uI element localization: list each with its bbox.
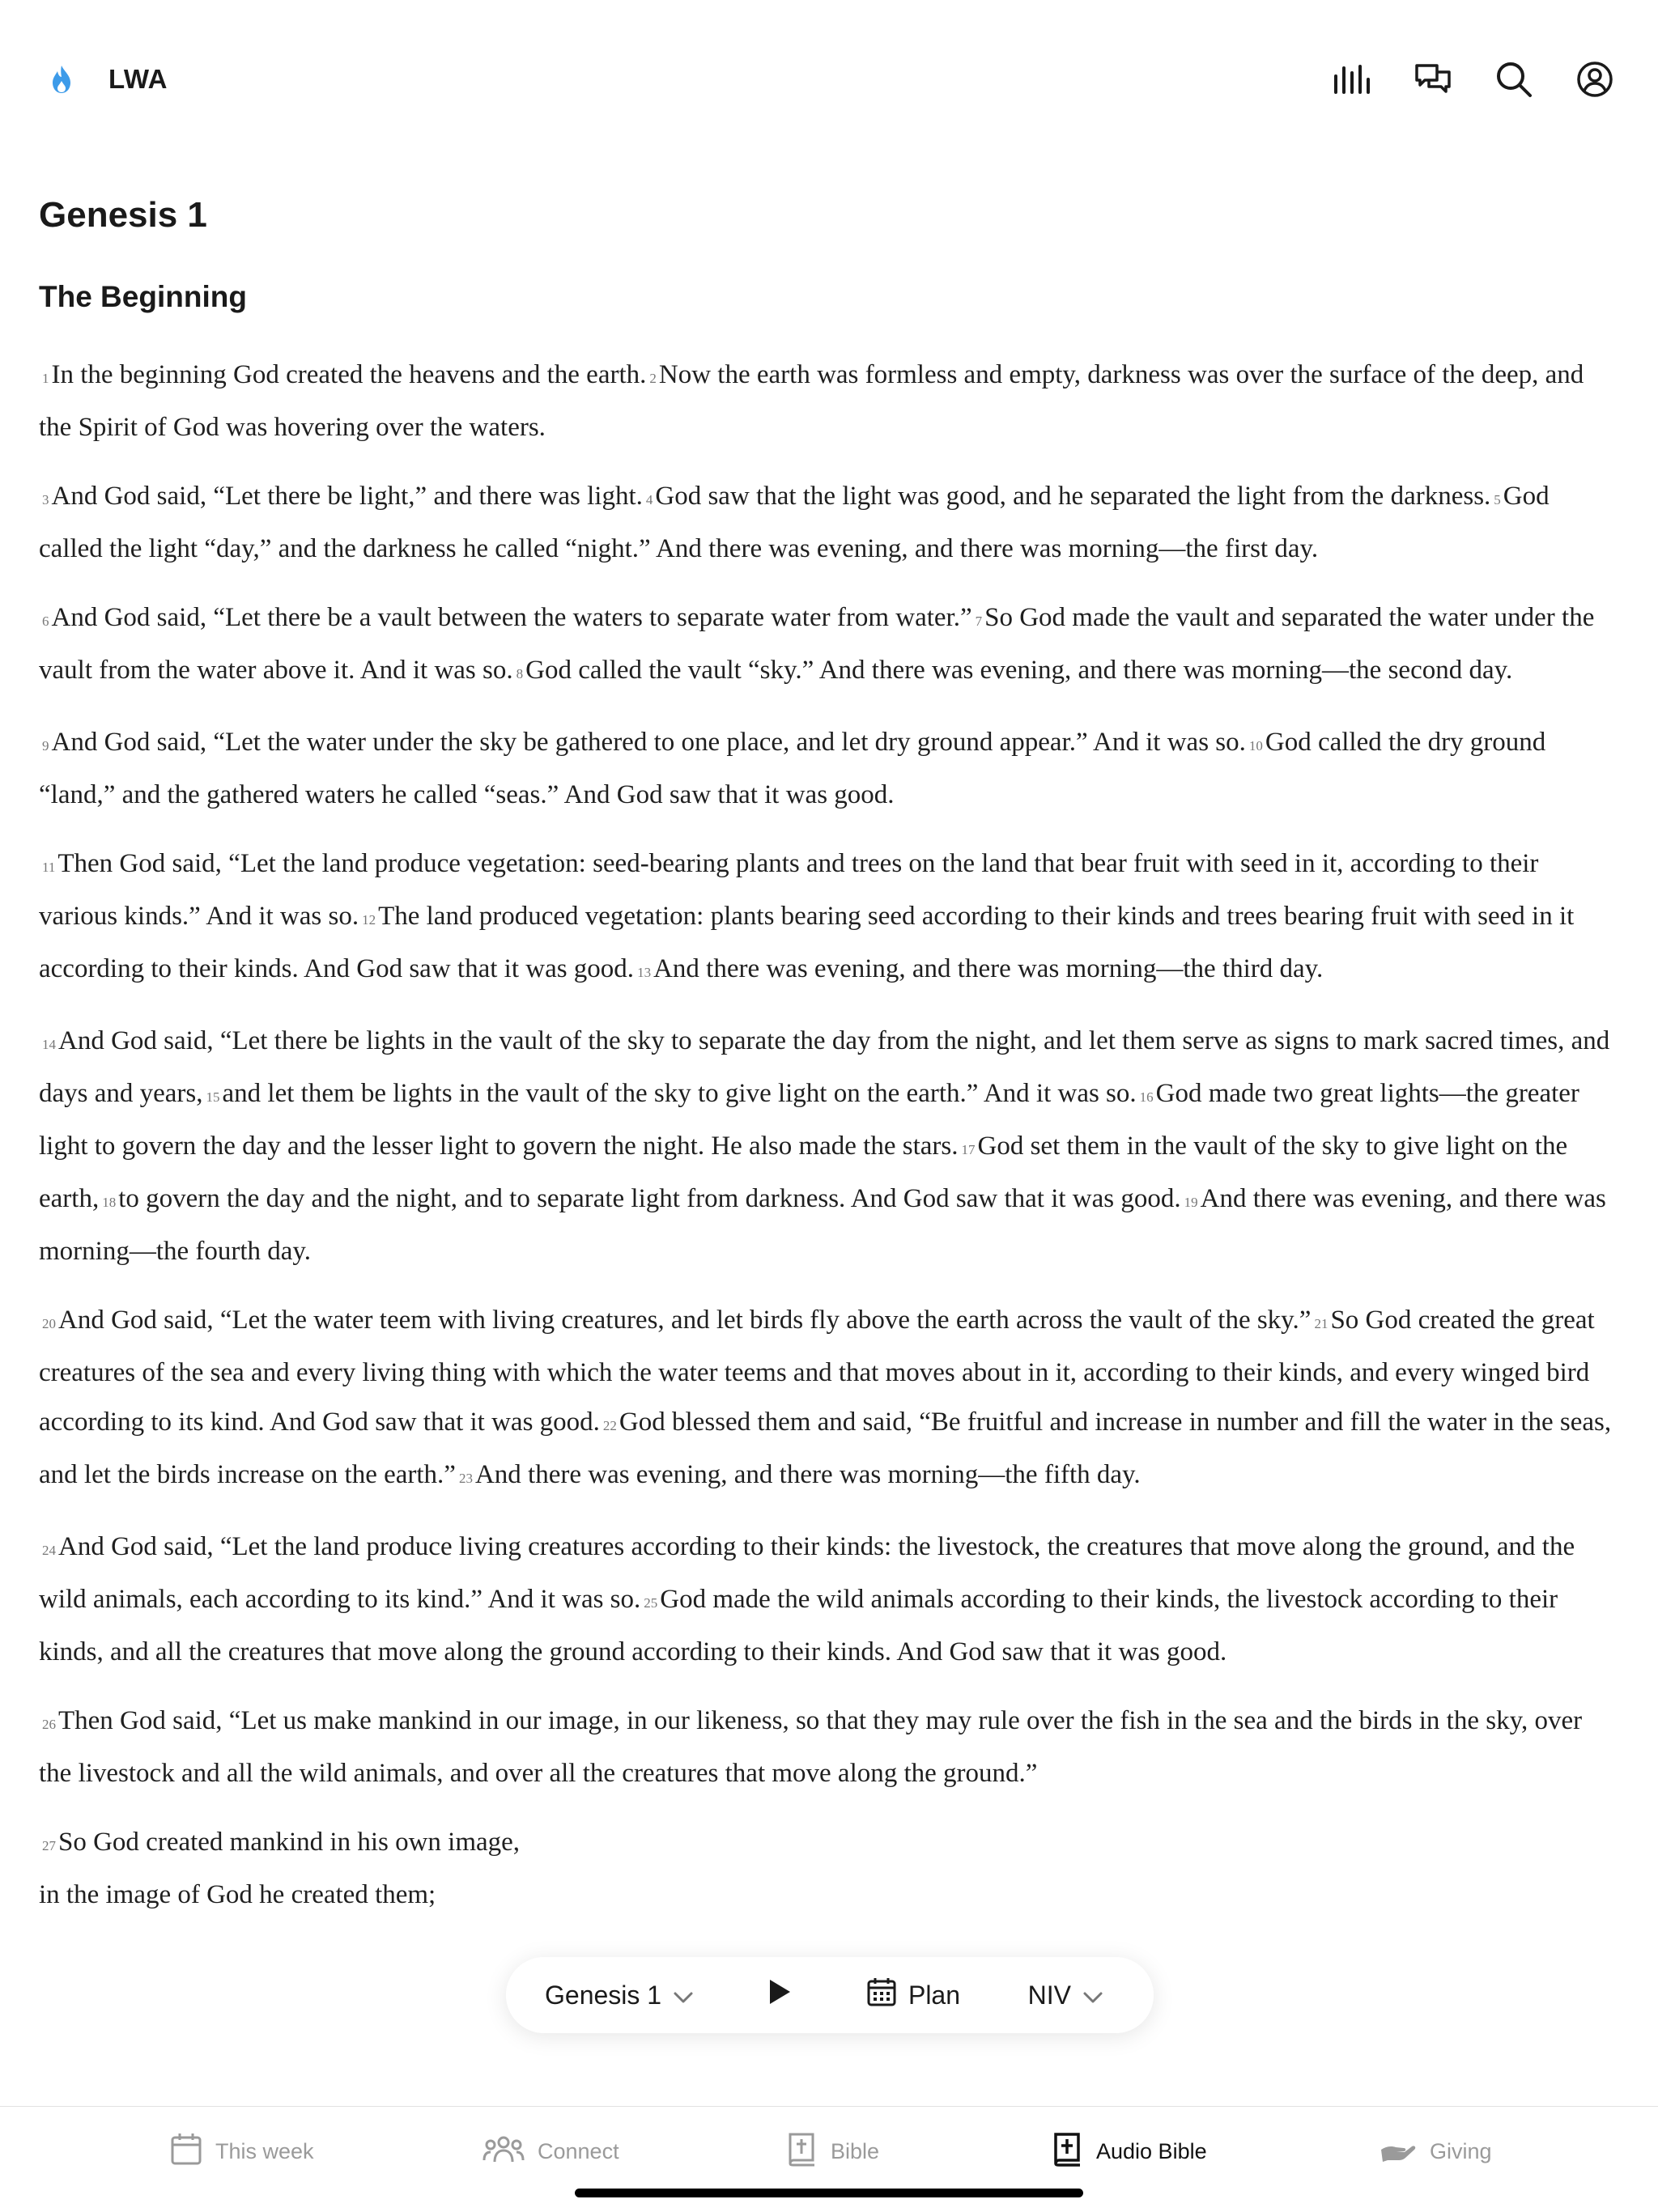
brand-name: LWA	[108, 64, 168, 94]
verse-number[interactable]: 24	[42, 1543, 56, 1559]
verse-text[interactable]: Then God said, “Let us make mankind in our image, in our likeness, so that they may rule over the fish in the sea and the birds in the sky, over the livestock and all the wild animals, and over all the creatures that move along the ground.”	[39, 1706, 1583, 1789]
verse-number[interactable]: 22	[602, 1418, 617, 1434]
verse-text[interactable]: God called the dry ground “land,” and the gathered waters he called “seas.” And God saw that it was good.	[39, 728, 1546, 810]
verse-text[interactable]: And God said, “Let the water teem with living creatures, and let birds fly above the earth across the vault of the sky.”	[58, 1306, 1312, 1335]
nav-item-connect[interactable]	[483, 2129, 619, 2173]
verse-text[interactable]: The land produced vegetation: plants bearing seed according to their kinds and trees bearing fruit with seed in it according to their kinds. And God saw that it was good.	[39, 902, 1575, 984]
verse-number[interactable]: 26	[42, 1717, 56, 1733]
book-chapter-selector[interactable]	[545, 1981, 731, 2010]
calendar-icon	[866, 1976, 897, 2014]
nav-label: Bible	[831, 2138, 880, 2163]
verse-number[interactable]: 4	[645, 492, 653, 508]
verse-number[interactable]: 1	[42, 371, 49, 387]
audio-player-bar	[506, 1957, 1154, 2033]
nav-label: This week	[215, 2138, 314, 2163]
verse-text[interactable]: Then God said, “Let the land produce vegetation: seed-bearing plants and trees on the land that bear fruit with seed in it, according to their various kinds.” And it was so.	[39, 849, 1539, 932]
section-title: The Beginning	[39, 279, 247, 313]
nav-item-this-week[interactable]	[170, 2129, 314, 2173]
verse-number[interactable]: 7	[975, 614, 983, 630]
verse-number[interactable]: 6	[42, 614, 49, 630]
scripture-paragraph	[39, 350, 1619, 452]
brand[interactable]	[39, 57, 168, 102]
calendar-icon	[170, 2132, 202, 2172]
app-header	[0, 0, 1658, 159]
scripture-paragraph	[39, 472, 1619, 574]
verse-number[interactable]: 5	[1494, 492, 1501, 508]
search-icon[interactable]	[1490, 55, 1538, 104]
scripture-paragraph	[39, 1696, 1619, 1798]
verse-number[interactable]: 11	[42, 860, 56, 876]
verse-text[interactable]: And there was evening, and there was morning—the fifth day.	[474, 1460, 1141, 1490]
verse-number[interactable]: 21	[1314, 1316, 1329, 1332]
verse-number[interactable]: 23	[458, 1471, 473, 1487]
verse-text[interactable]: Now the earth was formless and empty, darkness was over the surface of the deep, and the Spirit of God was hovering over the waters.	[39, 360, 1584, 443]
people-icon	[483, 2133, 525, 2171]
verse-text[interactable]: And God said, “Let there be a vault between the waters to separate water from water.”	[51, 603, 972, 633]
bible-icon	[787, 2131, 818, 2172]
verse-text[interactable]: God called the light “day,” and the darkness he called “night.” And there was evening, and there was morning—the first day.	[39, 482, 1550, 564]
verse-number[interactable]: 2	[649, 371, 657, 387]
verse-text[interactable]: And God said, “Let there be light,” and there was light.	[51, 482, 643, 512]
verse-text[interactable]: God called the vault “sky.” And there was evening, and there was morning—the second day.	[525, 656, 1513, 686]
verse-text[interactable]: And God said, “Let there be lights in the vault of the sky to separate the day from the night, and let them serve as signs to mark sacred times, and days and years,	[39, 1026, 1610, 1109]
verse-number[interactable]: 15	[206, 1089, 220, 1106]
chevron-down-icon	[1082, 1981, 1103, 2010]
verse-text[interactable]: God set them in the vault of the sky to give light on the earth,	[39, 1131, 1568, 1214]
plan-label: Plan	[908, 1980, 961, 2010]
verse-text[interactable]: God made two great lights—the greater light to govern the day and the lesser light to govern the night. He also made the stars.	[39, 1079, 1579, 1161]
scripture-paragraph	[39, 839, 1619, 997]
verse-number[interactable]: 27	[42, 1838, 56, 1854]
verse-text[interactable]: And God said, “Let the water under the sky be gathered to one place, and let dry ground appear.” And it was so.	[51, 728, 1246, 758]
profile-icon[interactable]	[1571, 55, 1619, 104]
verse-number[interactable]: 17	[961, 1142, 976, 1158]
chat-icon[interactable]	[1409, 55, 1457, 104]
verse-text[interactable]: And there was evening, and there was morning—the third day.	[653, 954, 1324, 984]
scripture-paragraph	[39, 1522, 1619, 1677]
nav-item-giving[interactable]	[1380, 2129, 1492, 2173]
verse-number[interactable]: 9	[42, 738, 49, 754]
verse-text[interactable]: In the beginning God created the heavens and the earth.	[51, 360, 647, 390]
nav-label: Connect	[538, 2138, 619, 2163]
nav-item-audio-bible[interactable]	[1052, 2129, 1207, 2173]
book-chapter-label: Genesis 1	[545, 1980, 662, 2010]
home-indicator	[575, 2189, 1083, 2197]
audio-bars-icon[interactable]	[1328, 55, 1376, 104]
verse-number[interactable]: 10	[1248, 738, 1263, 754]
verse-text[interactable]: God saw that the light was good, and he separated the light from the darkness.	[655, 482, 1491, 512]
verse-text[interactable]: to govern the day and the night, and to separate light from darkness. And God saw that it was good.	[118, 1184, 1181, 1214]
nav-label: Audio Bible	[1096, 2138, 1207, 2163]
poetry-line	[39, 1818, 1619, 1870]
verse-number[interactable]: 12	[362, 912, 376, 928]
chevron-down-icon	[673, 1981, 694, 2010]
scripture-paragraph	[39, 718, 1619, 820]
scripture-paragraphs	[39, 350, 1619, 1798]
play-button[interactable]	[731, 1978, 828, 2012]
verse-text[interactable]: So God created mankind in his own image,	[58, 1828, 521, 1857]
verse-number[interactable]: 20	[42, 1316, 56, 1332]
chapter-title: Genesis 1	[39, 195, 207, 235]
version-label: NIV	[1027, 1980, 1071, 2010]
nav-label: Giving	[1430, 2138, 1492, 2163]
giving-icon	[1380, 2135, 1417, 2168]
verse-text[interactable]: and let them be lights in the vault of the sky to give light on the earth.” And it was so.	[222, 1079, 1137, 1109]
audio-bible-icon	[1052, 2131, 1083, 2172]
verse-text[interactable]: God blessed them and said, “Be fruitful and increase in number and fill the water in the seas, and let the birds increase on the earth.”	[39, 1407, 1612, 1490]
scripture-paragraph	[39, 1017, 1619, 1276]
verse-number[interactable]: 3	[42, 492, 49, 508]
nav-item-bible[interactable]	[787, 2129, 879, 2173]
verse-number[interactable]: 25	[644, 1595, 658, 1611]
scripture-paragraph	[39, 593, 1619, 698]
verse-number[interactable]: 16	[1139, 1089, 1154, 1106]
play-icon	[767, 1978, 792, 2012]
verse-number[interactable]: 8	[516, 666, 524, 682]
header-actions	[1328, 55, 1619, 104]
verse-text[interactable]: And there was evening, and there was morning—the fourth day.	[39, 1184, 1606, 1267]
verse-number[interactable]: 13	[637, 965, 652, 981]
scripture-poetry	[39, 1818, 1619, 1920]
flame-logo-icon	[39, 57, 84, 102]
verse-number[interactable]: 18	[102, 1195, 117, 1211]
plan-button[interactable]	[828, 1976, 998, 2014]
verse-number[interactable]: 19	[1184, 1195, 1198, 1211]
poetry-line	[39, 1870, 1619, 1920]
version-selector[interactable]	[998, 1981, 1103, 2010]
verse-text[interactable]: So God created the great creatures of the sea and every living thing with which the water teems and that moves about in it, according to their kinds, and every winged bird according to its kind. And God saw that it was good.	[39, 1306, 1595, 1437]
verse-number[interactable]: 14	[42, 1037, 56, 1053]
verse-text[interactable]: So God made the vault and separated the water under the vault from the water above it. And it was so.	[39, 603, 1595, 686]
verse-text[interactable]: And God said, “Let the land produce living creatures according to their kinds: the livestock, the creatures that move along the ground, and the wild animals, each according to its kind.” And it was so.	[39, 1532, 1575, 1615]
verse-text[interactable]: in the image of God he created them;	[39, 1880, 436, 1910]
scripture-paragraph	[39, 1296, 1619, 1503]
scripture-content[interactable]	[39, 159, 1619, 2106]
verse-text[interactable]: God made the wild animals according to their kinds, the livestock according to their kinds, and all the creatures that move along the ground according to their kinds. And God saw that it was good.	[39, 1585, 1558, 1667]
